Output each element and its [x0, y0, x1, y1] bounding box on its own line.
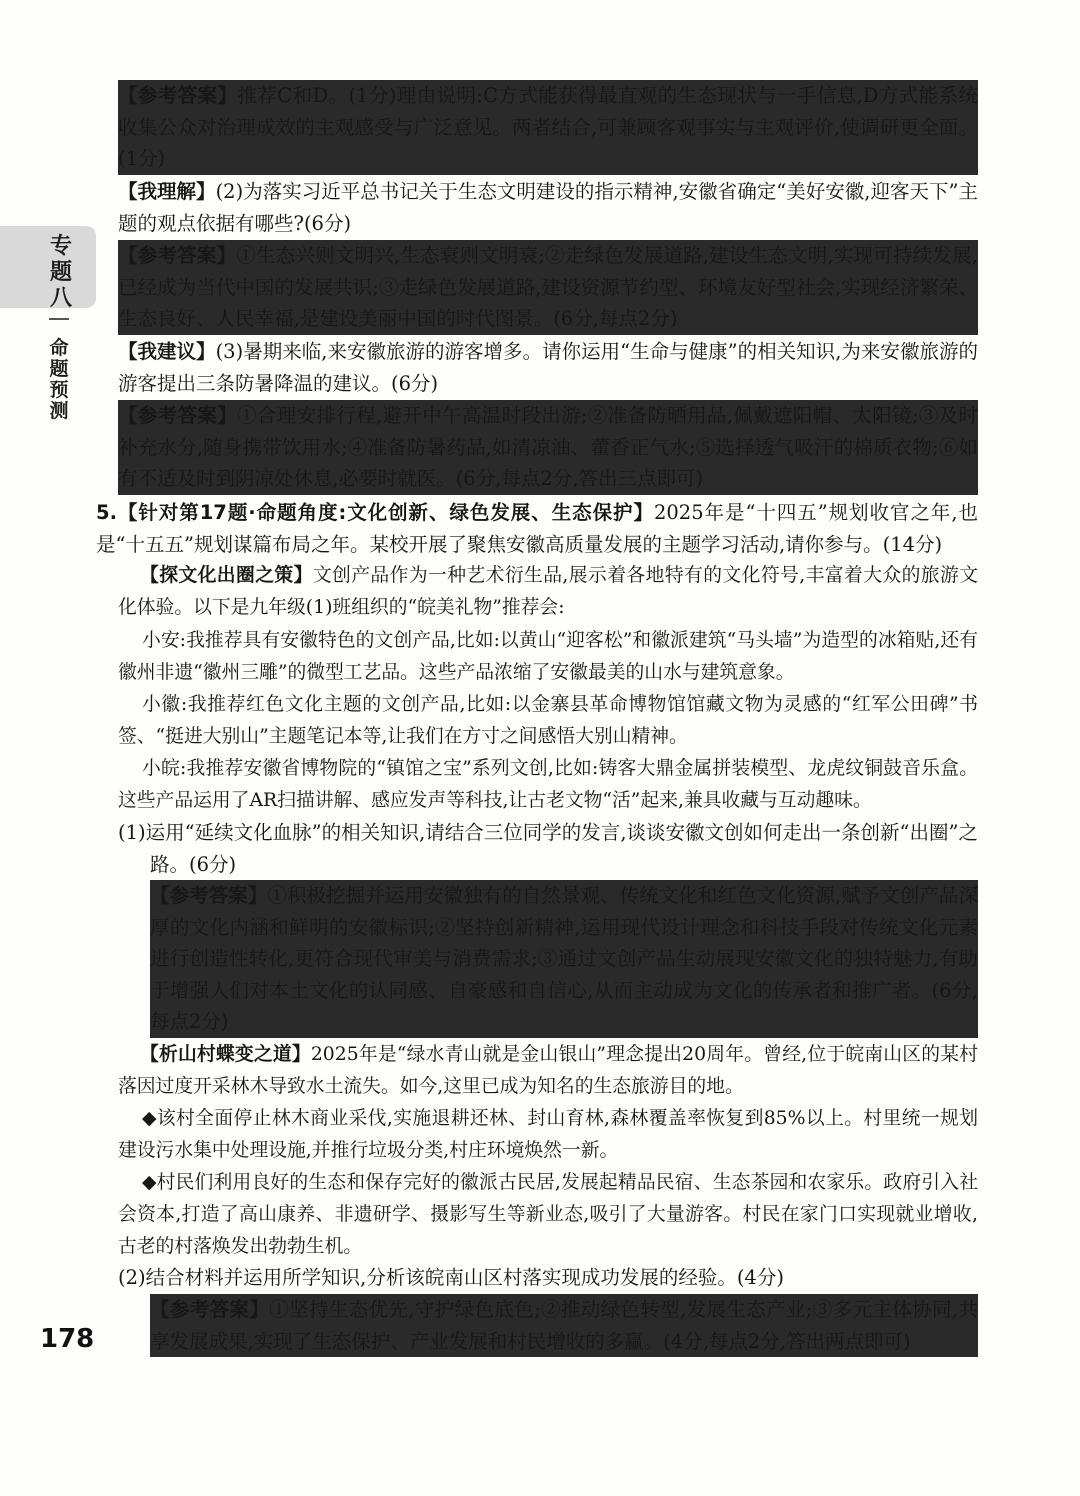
answer-text: ①合理安排行程,避开中午高温时段出游;②准备防晒用品,佩戴遮阳帽、太阳镜;③及时补充水分,随身携带饮用水;④准备防暑药品,如清凉油、藿香正气水;⑤选择透气吸汗的棉质衣物;⑥如有不适及时到阴凉处休息,必要时就医。(6分,每点2分,答出三点即可) [118, 404, 978, 490]
side-section-label: 命题预测 [49, 337, 69, 422]
answer-text: 推荐C和D。(1分)理由说明:C方式能获得最直观的生态现状与一手信息,D方式能系统收集公众对治理成效的主观感受与广泛意见。两者结合,可兼顾客观事实与主观评价,使调研更全面。(1分) [118, 84, 978, 170]
question-number: 5. [96, 501, 117, 524]
page-number: 178 [40, 1324, 95, 1354]
section-tag: 【探文化出圈之策】 [140, 565, 313, 586]
question-stem [96, 497, 978, 560]
answer-block [118, 240, 978, 335]
material-paragraph: ◆该村全面停止林木商业采伐,实施退耕还林、封山育林,森林覆盖率恢复到85%以上。村里统一规划建设污水集中处理设施,并推行垃圾分类,村庄环境焕然一新。 [118, 1108, 978, 1161]
answer-block [150, 880, 978, 1038]
material-paragraph [118, 1039, 978, 1103]
sub-question: (2)结合材料并运用所学知识,分析该皖南山区村落实现成功发展的经验。(4分) [118, 1266, 784, 1289]
material-paragraph: ◆村民们利用良好的生态和保存完好的徽派古民居,发展起精品民宿、生态茶园和农家乐。政府引入社会资本,打造了高山康养、非遗研学、摄影写生等新业态,吸引了大量游客。村民在家门口实现就业增收,古老的村落焕发出勃勃生机。 [118, 1172, 978, 1257]
sub-question-tag: 【我建议】 [118, 340, 216, 363]
material-paragraph [118, 560, 978, 624]
sub-question-text: (2)为落实习近平总书记关于生态文明建设的指示精神,安徽省确定“美好安徽,迎客天下”主题的观点依据有哪些?(6分) [118, 180, 978, 235]
answer-block [150, 1294, 978, 1357]
answer-text: ①坚持生态优先,守护绿色底色;②推动绿色转型,发展生态产业;③多元主体协同,共享发展成果,实现了生态保护、产业发展和村民增收的多赢。(4分,每点2分,答出两点即可) [150, 1298, 978, 1353]
sub-question: (1)运用“延续文化血脉”的相关知识,请结合三位同学的发言,谈谈安徽文创如何走出一条创新“出圈”之路。(6分) [118, 821, 978, 876]
answer-text: ①积极挖掘并运用安徽独有的自然景观、传统文化和红色文化资源,赋予文创产品深厚的文化内涵和鲜明的安徽标识;②坚持创新精神,运用现代设计理念和科技手段对传统文化元素进行创造性转化,更符合现代审美与消费需求;③通过文创产品生动展现安徽文化的独特魅力,有助于增强人们对本土文化的认同感、自豪感和自信心,从而主动成为文化的传承者和推广者。(6分,每点2分) [150, 884, 978, 1033]
answer-tag: 【参考答案】 [150, 1298, 270, 1321]
sub-question [118, 176, 978, 239]
answer-tag: 【参考答案】 [150, 884, 268, 907]
question-tag: 【针对第17题·命题角度:文化创新、绿色发展、生态保护】 [116, 501, 654, 524]
sub-question-text: (3)暑期来临,来安徽旅游的游客增多。请你运用“生命与健康”的相关知识,为来安徽旅游的游客提出三条防暑降温的建议。(6分) [118, 340, 978, 395]
section-tag: 【析山村蝶变之道】 [140, 1044, 311, 1065]
section-text: 文创产品作为一种艺术衍生品,展示着各地特有的文化符号,丰富着大众的旅游文化体验。以下是九年级(1)班组织的“皖美礼物”推荐会: [118, 565, 978, 618]
answer-text: ①生态兴则文明兴,生态衰则文明衰;②走绿色发展道路,建设生态文明,实现可持续发展,已经成为当代中国的发展共识;③走绿色发展道路,建设资源节约型、环境友好型社会,实现经济繁荣、生态良好、人民幸福,是建设美丽中国的时代图景。(6分,每点2分) [118, 244, 978, 330]
answer-block [118, 400, 978, 495]
answer-tag: 【参考答案】 [118, 84, 238, 107]
sub-question-tag: 【我理解】 [118, 180, 216, 203]
answer-block [118, 80, 978, 175]
material-paragraph: 小安:我推荐具有安徽特色的文创产品,比如:以黄山“迎客松”和徽派建筑“马头墙”为造型的冰箱贴,还有徽州非遗“徽州三雕”的微型工艺品。这些产品浓缩了安徽最美的山水与建筑意象。 [118, 630, 978, 683]
divider [49, 318, 69, 320]
question-text: 2025年是“十四五”规划收官之年,也是“十五五”规划谋篇布局之年。某校开展了聚焦安徽高质量发展的主题学习活动,请你参与。(14分) [96, 501, 979, 556]
answer-tag: 【参考答案】 [118, 404, 238, 427]
section-text: 2025年是“绿水青山就是金山银山”理念提出20周年。曾经,位于皖南山区的某村落因过度开采林木导致水土流失。如今,这里已成为知名的生态旅游目的地。 [118, 1044, 978, 1097]
answer-tag: 【参考答案】 [118, 244, 237, 267]
material-paragraph: 小皖:我推荐安徽省博物院的“镇馆之宝”系列文创,比如:铸客大鼎金属拼装模型、龙虎纹铜鼓音乐盒。这些产品运用了AR扫描讲解、感应发声等科技,让古老文物“活”起来,兼具收藏与互动趣味。 [118, 758, 978, 811]
side-tab-label: 专题八 [49, 234, 72, 311]
material-paragraph: 小徽:我推荐红色文化主题的文创产品,比如:以金寨县革命博物馆馆藏文物为灵感的“红军公田碑”书签、“挺进大别山”主题笔记本等,让我们在方寸之间感悟大别山精神。 [118, 694, 978, 747]
sub-question [118, 336, 978, 399]
